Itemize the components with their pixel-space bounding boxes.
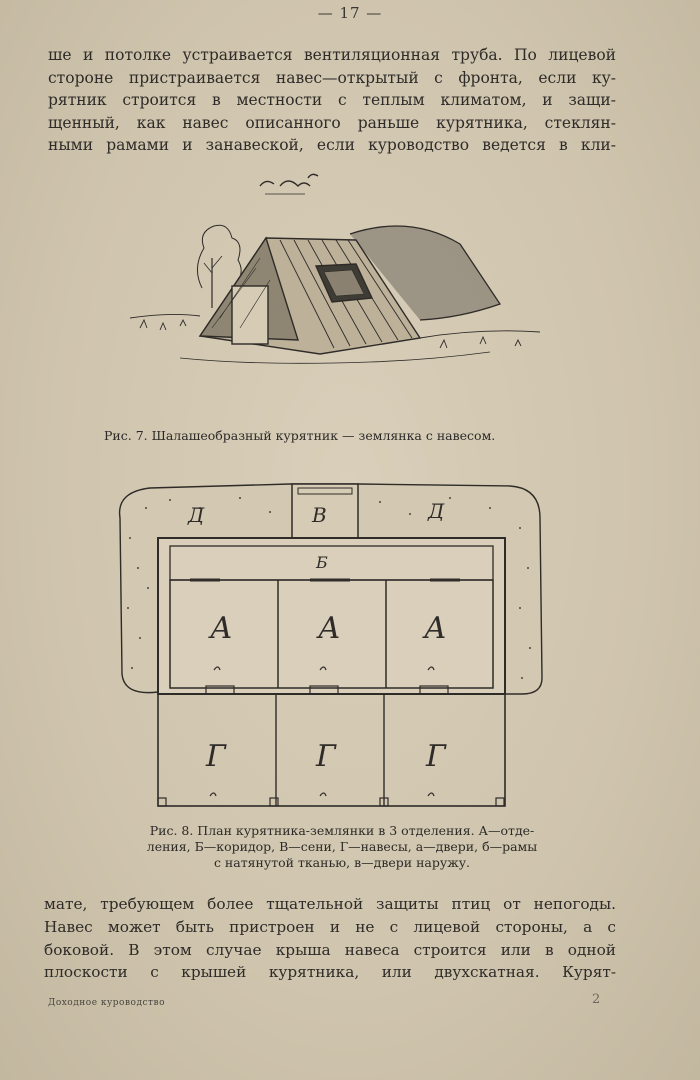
label-d-right: Д: [428, 499, 445, 523]
text-line: мате, требующем более тщательной защиты птиц от непогоды.: [44, 895, 616, 913]
caption-line: Рис. 8. План курятника-землянки в 3 отделения. А—отде-: [149, 823, 535, 838]
label-a2: А: [318, 611, 341, 646]
text-line: щенный, как навес описанного раньше курятника, стеклян-: [48, 113, 616, 132]
text-line: ными рамами и занавеской, если куроводство ведется в кли-: [48, 136, 616, 155]
text-line: боковой. В этом случае крыша навеса строится или в одной: [44, 940, 616, 959]
caption-line: с натянутой тканью, в—двери наружу.: [213, 855, 471, 870]
label-a3: А: [424, 611, 447, 646]
figure-8-floor-plan: [110, 478, 550, 808]
label-g1: Г: [206, 739, 226, 774]
caption-line: ления, Б—коридор, В—сени, Г—навесы, а—двери, б—рамы: [146, 839, 538, 854]
label-g3: Г: [426, 739, 446, 774]
label-g2: Г: [316, 739, 336, 774]
label-b: Б: [316, 553, 328, 572]
text-line: ше и потолке устраивается вентиляционная труба. По лицевой: [48, 46, 616, 64]
figure-8-caption: [102, 823, 582, 871]
text-line: Навес может быть пристроен и не с лицевой стороны, а с: [44, 917, 616, 936]
figure-7-caption: Рис. 7. Шалашеобразный курятник — землянка с навесом.: [104, 428, 496, 443]
text-line: плоскости с крышей курятника, или двухскатная. Курят-: [44, 963, 616, 982]
label-v: В: [312, 503, 327, 527]
text-line: стороне пристраивается навес—открытый с фронта, если ку-: [48, 68, 616, 87]
label-d-left: Д: [188, 503, 205, 527]
figure-7-hut-illustration: [120, 168, 550, 418]
footer-signature-text: Доходное куроводство: [48, 998, 166, 1008]
page-number: — 17 —: [317, 4, 383, 22]
signature-mark: 2: [592, 992, 601, 1007]
label-a1: А: [210, 611, 233, 646]
top-paragraph: [48, 44, 616, 157]
bottom-paragraph: [44, 893, 616, 984]
text-line: рятник строится в местности с теплым климатом, и защи-: [48, 91, 616, 110]
